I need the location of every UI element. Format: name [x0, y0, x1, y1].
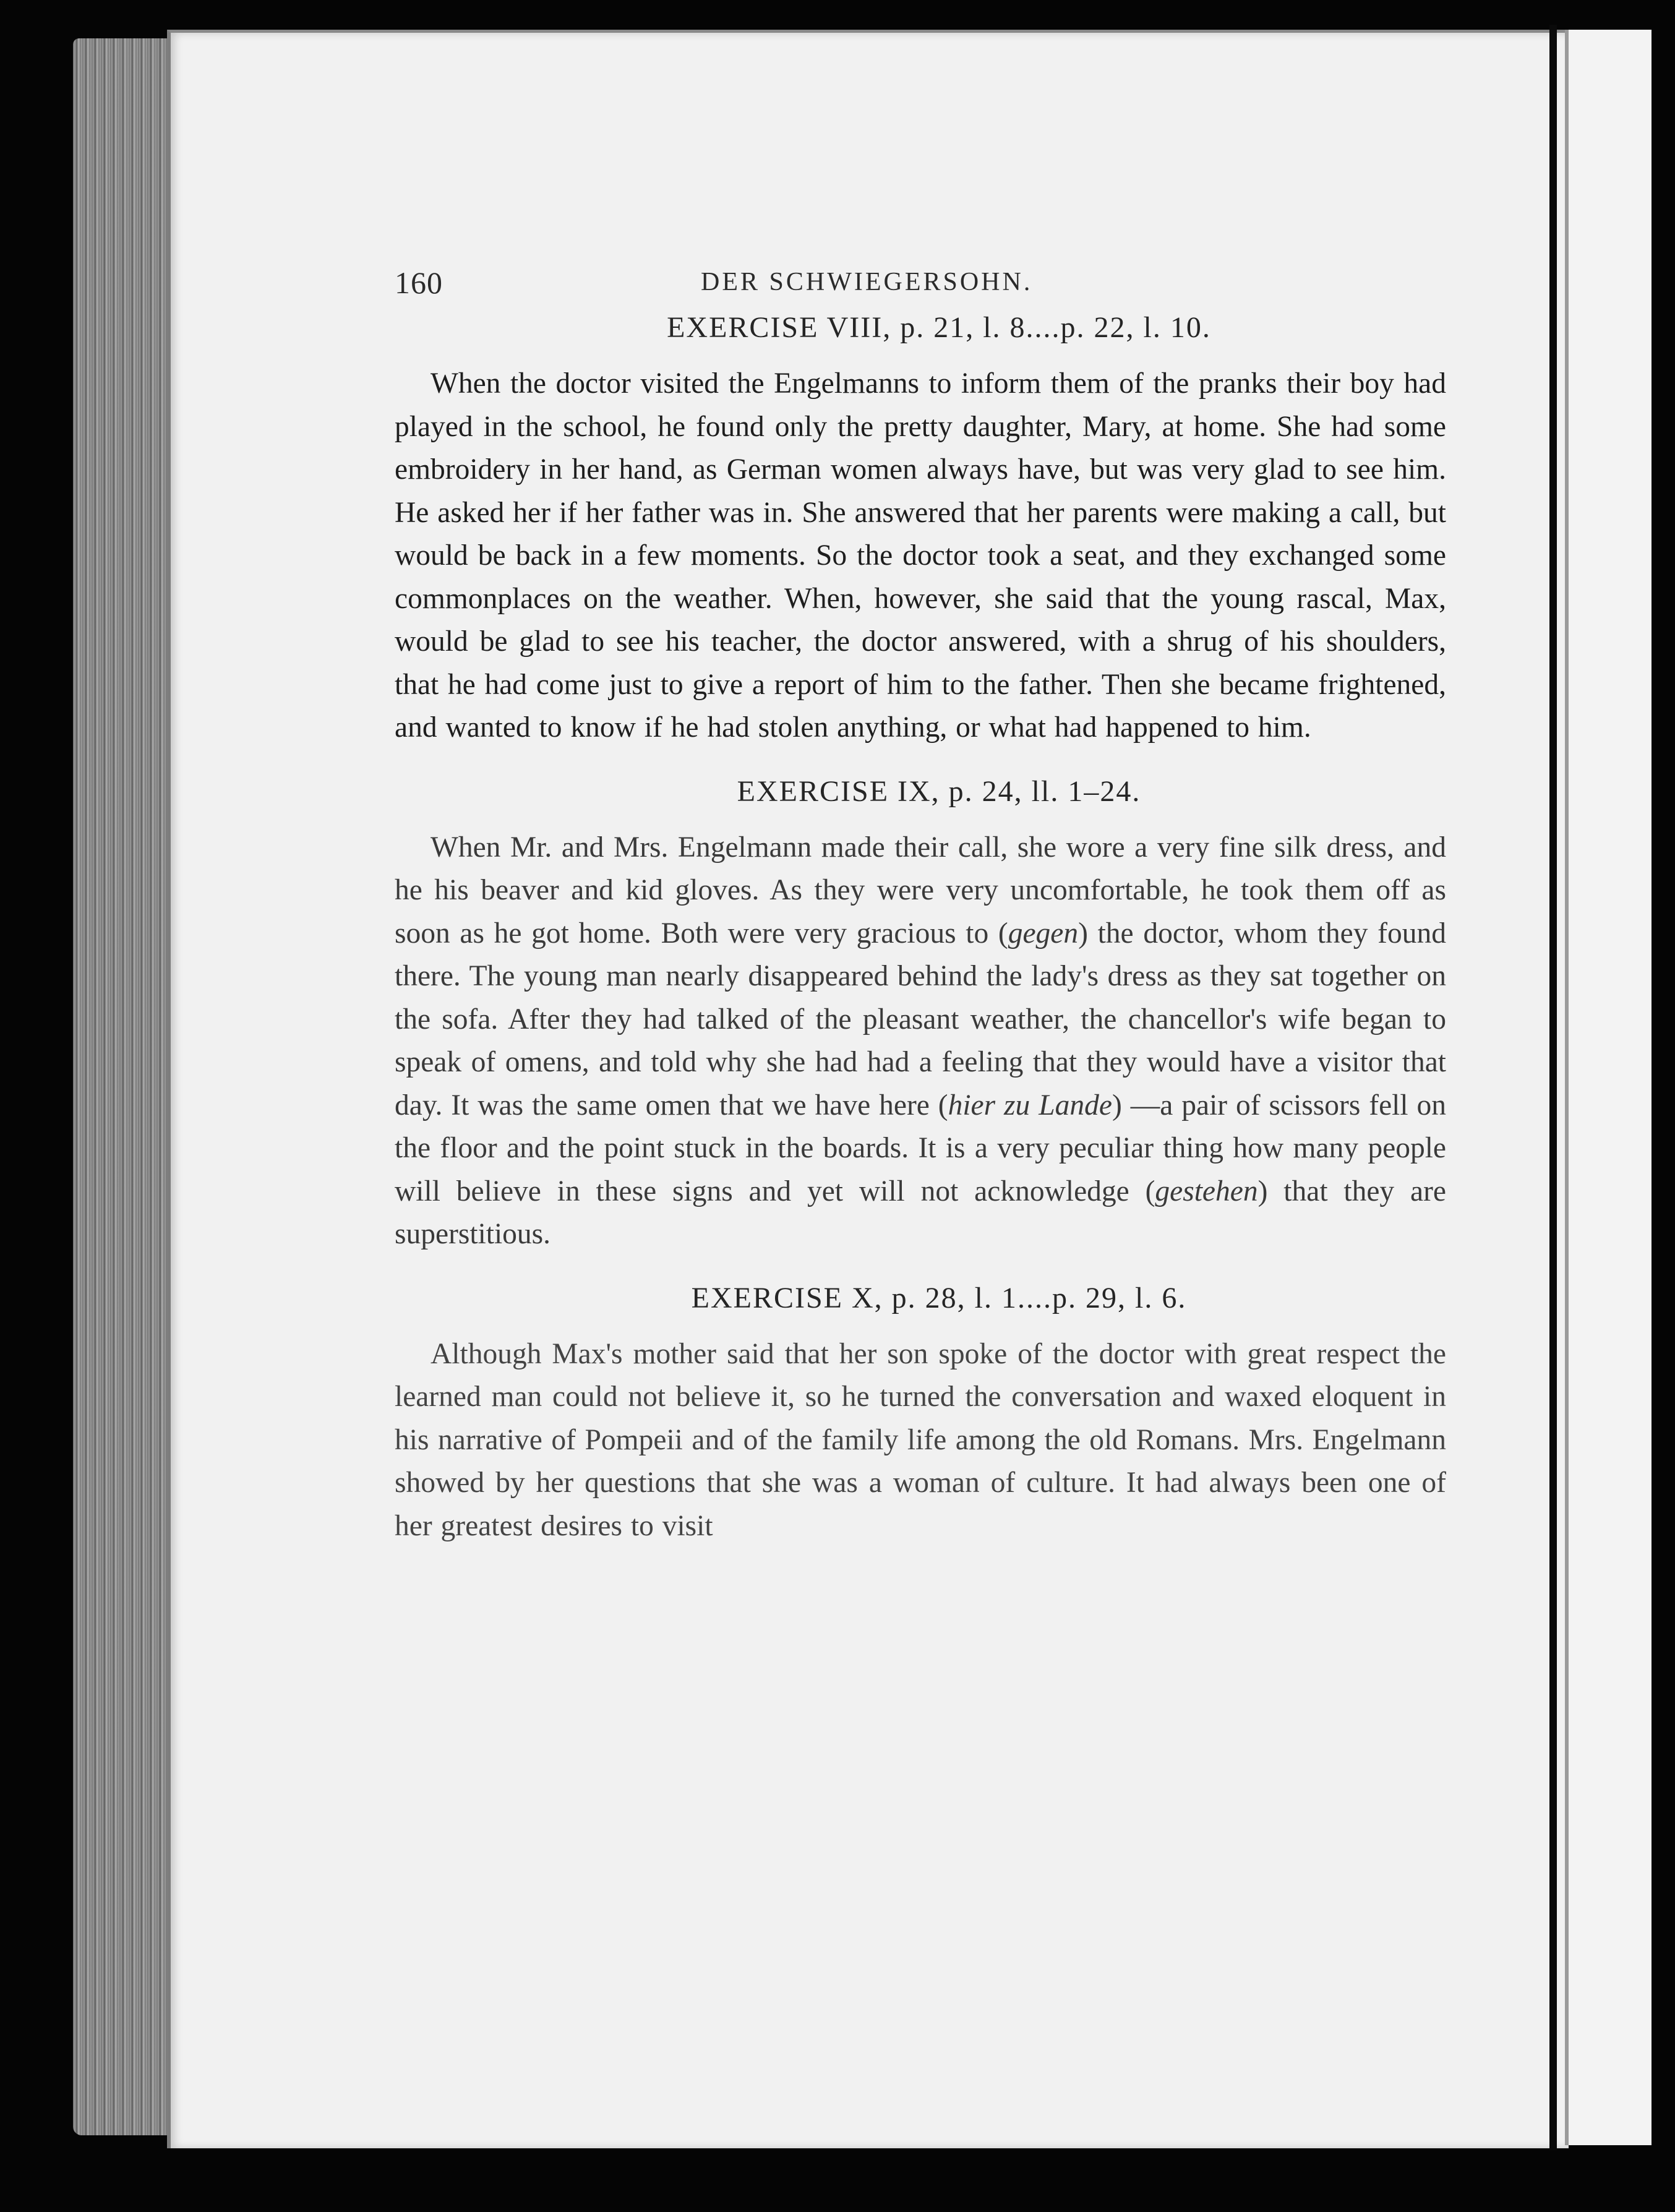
exercise-9-gloss-gegen: gegen: [1008, 917, 1079, 950]
page-number: 160: [395, 265, 443, 300]
book-gutter: [1549, 25, 1557, 2150]
exercise-10-heading: EXERCISE X, p. 28, l. 1....p. 29, l. 6.: [691, 1281, 1187, 1314]
facing-page: [1565, 30, 1651, 2145]
exercise-8-paragraph: When the doctor visited the Engelmanns to inform them of the pranks their boy had played in the school, he found only the pretty daughter, Mary, at home. She had some embroidery in her hand, as German women always have, but was very glad to see him. He asked her if her father was in. She answered that her parents were making a call, but would be back in a few moments. So the doctor took a seat, and they exchanged some commonplaces on the weather. When, however, she said that the young rascal, Max, would be glad to see his teacher, the doctor answered, with a shrug of his shoulders, that he had come just to give a report of him to the father. Then she became frightened, and wanted to know if he had stolen anything, or what had happened to him.: [395, 367, 1446, 744]
exercise-9-gloss-hier-zu-lande: hier zu Lande: [948, 1089, 1112, 1121]
exercise-8-heading: EXERCISE VIII, p. 21, l. 8....p. 22, l. 10.: [667, 311, 1211, 344]
exercise-10-paragraph: Although Max's mother said that her son spoke of the doctor with great respect the learned man could not believe it, so he turned the conversation and waxed eloquent in his narrative of Pompeii and of the family life among the old Romans. Mrs. Engelmann showed by her questions that she was a woman of culture. It had always been one of her greatest desires to visit: [395, 1337, 1446, 1542]
exercise-9-text-1: When Mr. and Mrs. Engelmann made their call, she wore a very fine silk dress, and he his beaver and kid gloves. As they were very uncomfortable, he took them off as soon as he got home. Both were very gracious to (: [395, 831, 1446, 950]
facing-page-edge: [1565, 30, 1569, 2145]
exercise-9-gloss-gestehen: gestehen: [1155, 1175, 1258, 1207]
exercise-9-heading: EXERCISE IX, p. 24, ll. 1–24.: [737, 774, 1141, 808]
exercise-9-text-3: ) —a pair of scissors fell on the floor and the point stuck in the boards. It is a very peculiar thing how many people will believe in these signs and yet will not acknowledge (: [395, 1089, 1446, 1207]
exercise-9-text-2: ) the doctor, whom they found there. The young man nearly disappeared behind the lady's dress as they sat together on the sofa. After they had talked of the pleasant weather, the chancellor's wife began to speak of omens, and told why she had had a feeling that they would have a visitor that day. It was the same omen that we have here (: [395, 917, 1446, 1121]
running-head: [395, 254, 1446, 309]
exercise-9-paragraph: [395, 826, 1446, 1256]
exercise-9-text-4: ) that they are superstitious.: [395, 1175, 1446, 1250]
running-title: DER SCHWIEGERSOHN.: [701, 268, 1033, 296]
page-text-block: [395, 254, 1446, 1571]
